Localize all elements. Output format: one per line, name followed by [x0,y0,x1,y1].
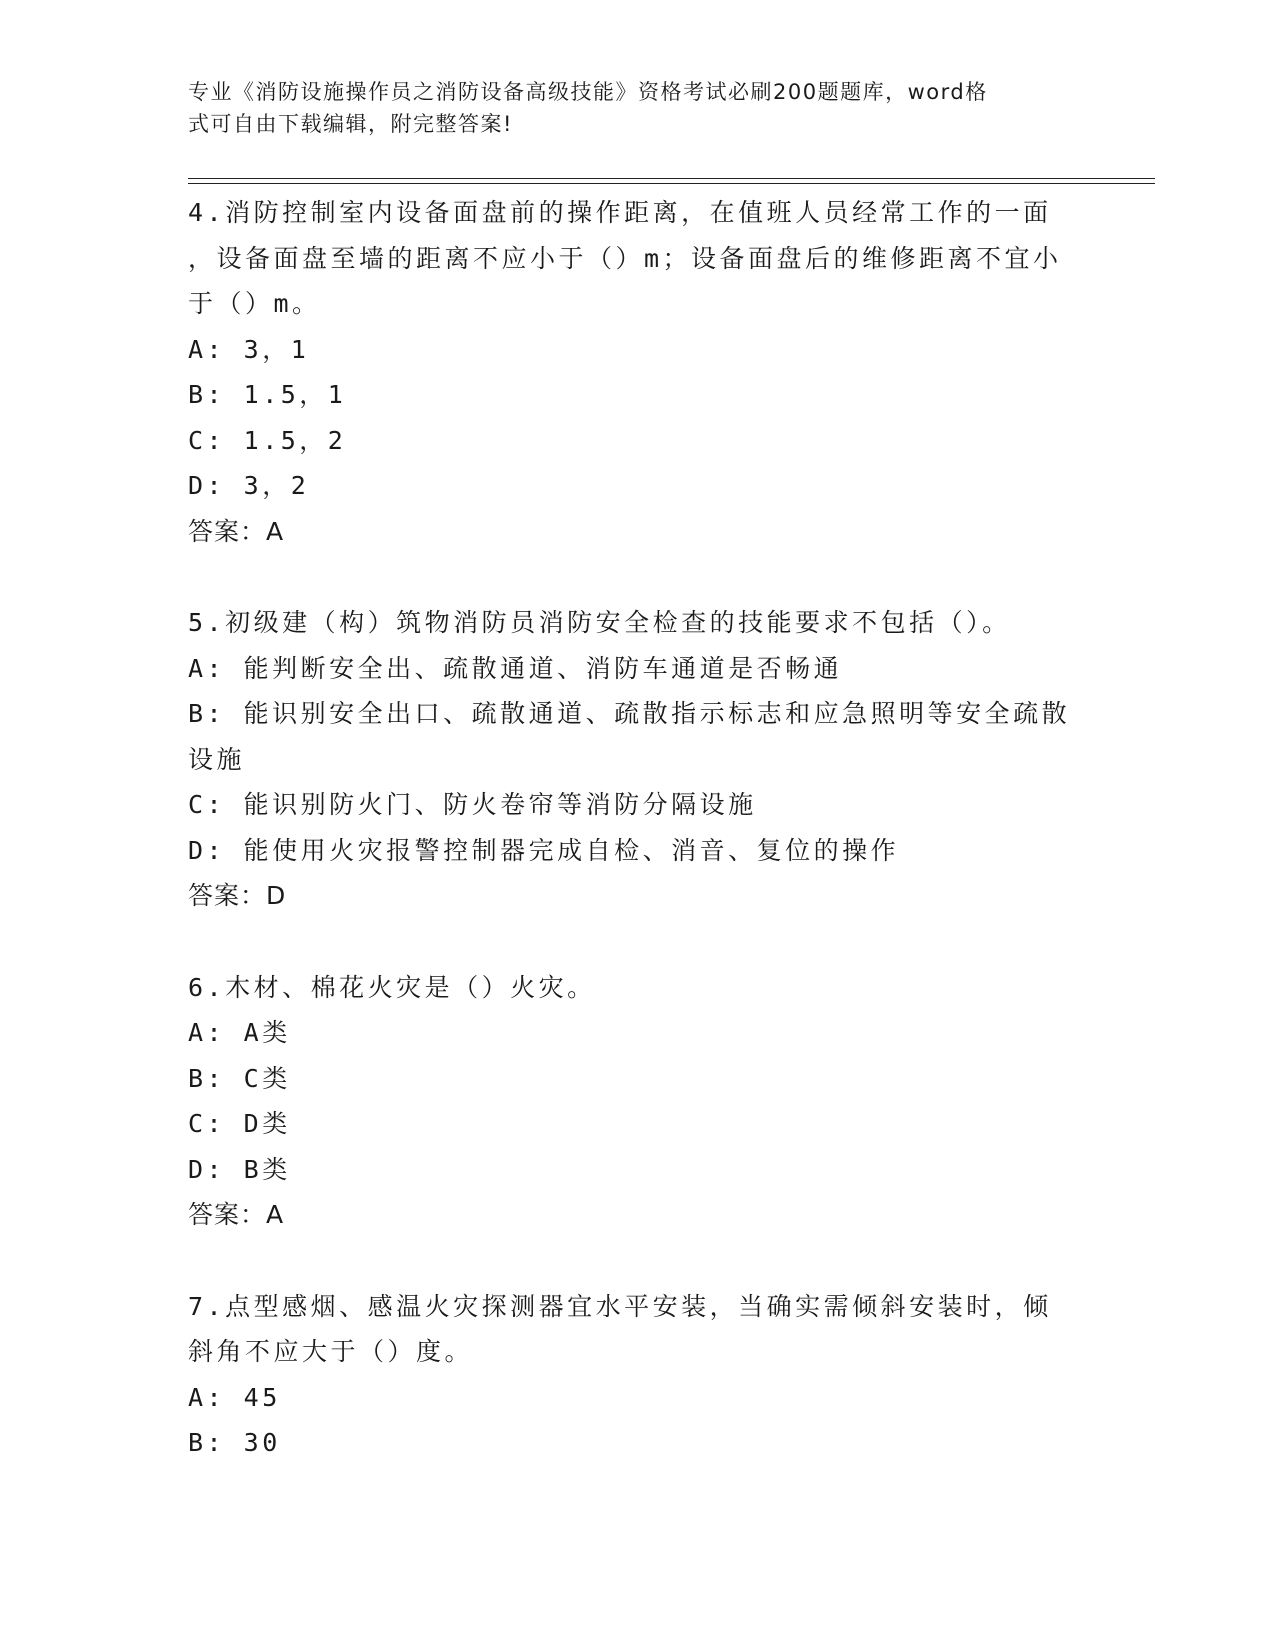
question-4 [188,190,1088,554]
question-spacer [188,919,1088,965]
question-text-line: ，设备面盘至墙的距离不应小于（）m；设备面盘后的维修距离不宜小 [188,243,1062,273]
question-text-line: 6.木材、棉花火灾是（）火灾。 [188,972,596,1002]
option-b: B: 30 [188,1428,281,1457]
answer-line: 答案：A [188,516,285,546]
question-7 [188,1284,1088,1466]
option-c: C: D类 [188,1109,291,1138]
option-d: D: 3，2 [188,471,310,500]
option-a: A: 45 [188,1382,281,1412]
question-5 [188,600,1088,919]
option-c: C: 1.5，2 [188,425,347,455]
header-divider-bottom [188,183,1155,184]
header-line-1: 专业《消防设施操作员之消防设备高级技能》资格考试必刷200题题库，word格 [188,80,988,104]
question-text-line: 4.消防控制室内设备面盘前的操作距离，在值班人员经常工作的一面 [188,198,1052,227]
document-header [188,76,1068,140]
answer-line: 答案：D [188,881,287,910]
question-spacer [188,554,1088,600]
option-b: B: 能识别安全出口、疏散通道、疏散指示标志和应急照明等安全疏散 [188,699,1071,728]
option-b: B: C类 [188,1063,291,1093]
option-d: D: B类 [188,1154,291,1184]
question-text-line: 7.点型感烟、感温火灾探测器宜水平安装，当确实需倾斜安装时，倾 [188,1291,1052,1321]
header-line-2: 式可自由下载编辑，附完整答案! [188,112,513,136]
option-b-continued: 设施 [188,744,246,774]
header-divider-top [188,178,1155,179]
option-a: A: 3，1 [188,334,310,364]
question-text-line: 于（）m。 [188,289,321,318]
option-a: A: 能判断安全出、疏散通道、消防车通道是否畅通 [188,653,843,683]
question-text-line: 5.初级建（构）筑物消防员消防安全检查的技能要求不包括（）。 [188,608,1011,637]
question-list [188,190,1088,1466]
question-spacer [188,1238,1088,1284]
option-b: B: 1.5，1 [188,380,347,409]
option-a: A: A类 [188,1018,291,1047]
option-c: C: 能识别防火门、防火卷帘等消防分隔设施 [188,790,757,819]
question-text-line: 斜角不应大于（）度。 [188,1337,474,1366]
answer-line: 答案：A [188,1200,285,1229]
question-6 [188,965,1088,1238]
option-d: D: 能使用火灾报警控制器完成自检、消音、复位的操作 [188,835,900,865]
